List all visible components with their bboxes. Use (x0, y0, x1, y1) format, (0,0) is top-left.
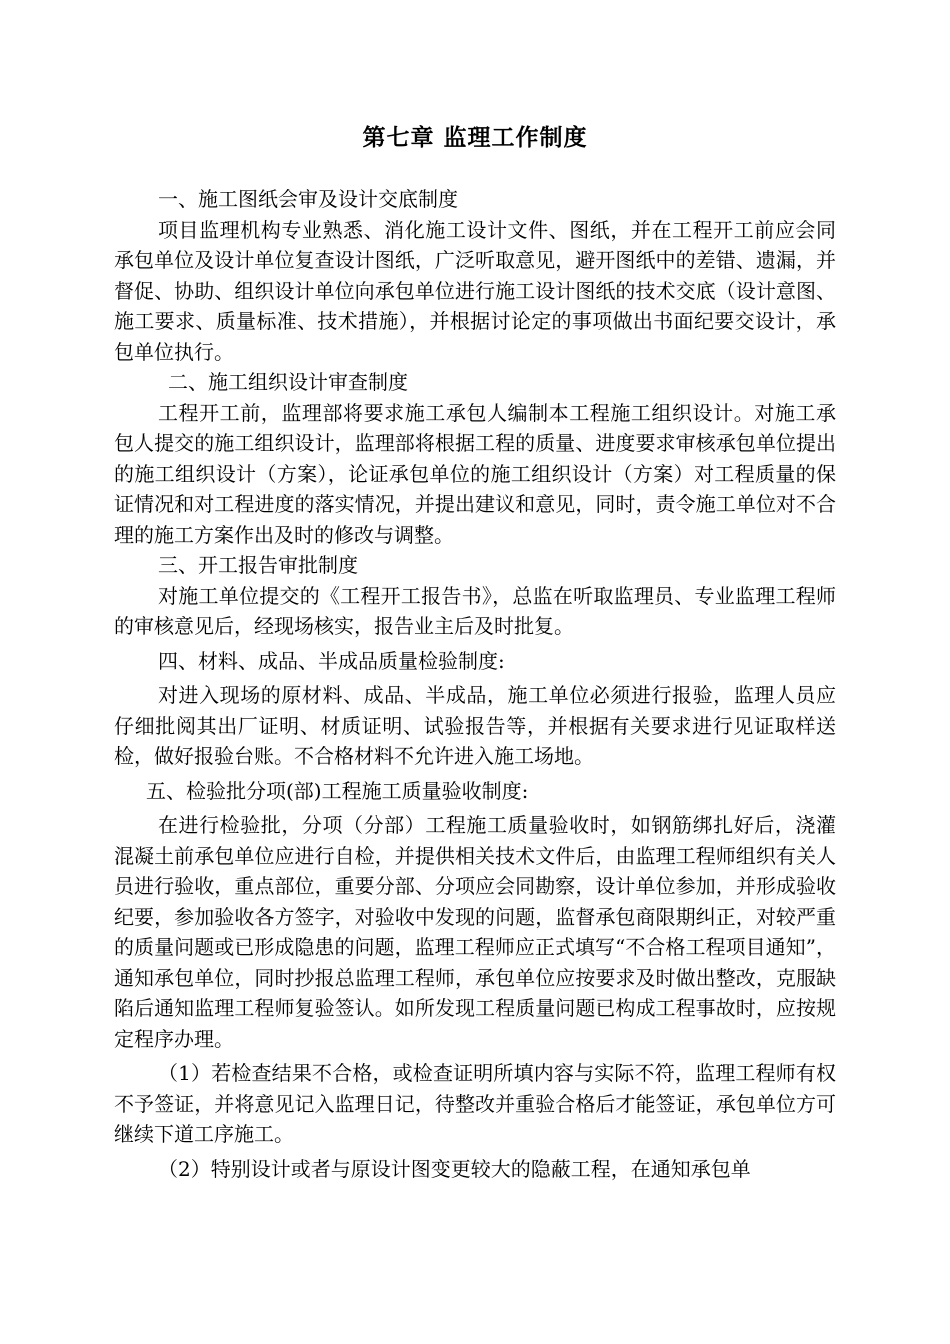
section-4-paragraph-1: 对进入现场的原材料、成品、半成品，施工单位必须进行报验，监理人员应仔细批阅其出厂证明、材质证明、试验报告等，并根据有关要求进行见证取样送检，做好报验台账。不合格材料不允许进入施工场地。 (114, 683, 836, 768)
section-heading-5: 五、检验批分项(部)工程施工质量验收制度: (146, 778, 529, 803)
section-1-paragraph-1: 项目监理机构专业熟悉、消化施工设计文件、图纸，并在工程开工前应会同承包单位及设计单位复查设计图纸，广泛听取意见，避开图纸中的差错、遗漏，并督促、协助、组织设计单位向承包单位进行施工设计图纸的技术交底（设计意图、施工要求、质量标准、技术措施），并根据讨论定的事项做出书面纪要交设计，承包单位执行。 (114, 217, 836, 364)
chapter-title: 第七章 监理工作制度 (362, 125, 588, 151)
document-page (114, 118, 836, 1184)
section-heading-3: 三、开工报告审批制度 (158, 553, 358, 577)
section-heading-4: 四、材料、成品、半成品质量检验制度: (158, 648, 505, 673)
section-5-paragraph-3: （2）特别设计或者与原设计图变更较大的隐蔽工程，在通知承包单 (158, 1156, 751, 1181)
section-2-paragraph-1: 工程开工前，监理部将要求施工承包人编制本工程施工组织设计。对施工承包人提交的施工组织设计，监理部将根据工程的质量、进度要求审核承包单位提出的施工组织设计（方案），论证承包单位的施工组织设计（方案）对工程质量的保证情况和对工程进度的落实情况，并提出建议和意见，同时，责令施工单位对不合理的施工方案作出及时的修改与调整。 (114, 400, 836, 547)
section-5-paragraph-2: （1）若检查结果不合格，或检查证明所填内容与实际不符，监理工程师有权不予签证，并将意见记入监理日记，待整改并重验合格后才能签证，承包单位方可继续下道工序施工。 (114, 1061, 836, 1146)
section-heading-1: 一、施工图纸会审及设计交底制度 (158, 187, 458, 211)
section-heading-2: 二、施工组织设计审查制度 (168, 370, 408, 394)
section-3-paragraph-1: 对施工单位提交的《工程开工报告书》，总监在听取监理员、专业监理工程师的审核意见后，经现场核实，报告业主后及时批复。 (114, 583, 836, 638)
section-5-paragraph-1: 在进行检验批，分项（分部）工程施工质量验收时，如钢筋绑扎好后，浇灌混凝土前承包单位应进行自检，并提供相关技术文件后，由监理工程师组织有关人员进行验收，重点部位，重要分部、分项应会同勘察，设计单位参加，并形成验收纪要，参加验收各方签字，对验收中发现的问题，监督承包商限期纠正，对较严重的质量问题或已形成隐患的问题，监理工程师应正式填写“不合格工程项目通知”，通知承包单位，同时抄报总监理工程师，承包单位应按要求及时做出整改，克服缺陷后通知监理工程师复验签认。如所发现工程质量问题已构成工程事故时，应按规定程序办理。 (114, 813, 836, 1051)
